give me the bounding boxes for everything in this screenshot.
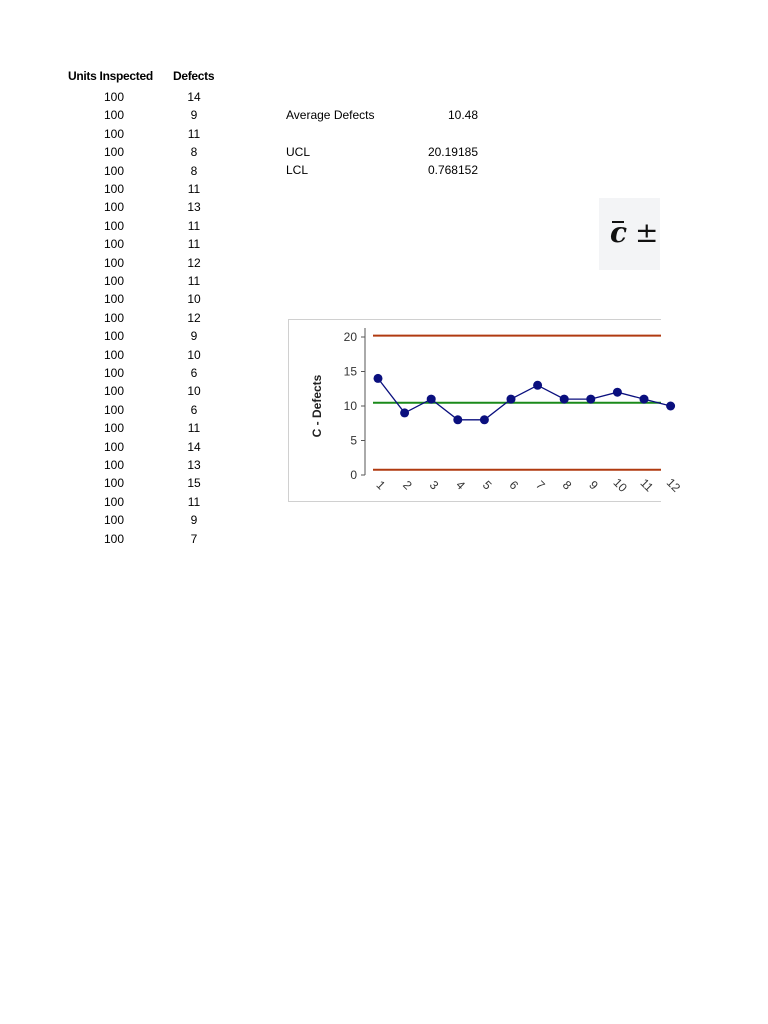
units-cell[interactable]: 100 [103,421,125,436]
units-cell[interactable]: 100 [103,494,125,509]
lcl-value[interactable]: 0.768152 [427,163,478,177]
units-cell[interactable]: 100 [103,513,125,528]
data-point [613,388,622,397]
data-point [453,415,462,424]
defects-cell[interactable]: 15 [187,476,201,491]
defects-series-line [378,378,671,419]
defects-cell[interactable]: 11 [187,126,201,141]
defects-cell[interactable]: 11 [187,182,201,196]
units-cell[interactable]: 100 [103,329,125,344]
y-tick-label: 15 [343,364,357,379]
y-tick-label: 10 [343,399,357,413]
average-defects-value[interactable]: 10.48 [447,108,478,122]
formula-symbol: c [610,216,628,249]
units-cell[interactable]: 100 [103,108,125,123]
c-chart[interactable] [288,319,684,502]
units-cell[interactable]: 100 [103,292,125,307]
units-cell[interactable]: 100 [103,182,125,196]
defects-cell[interactable]: 7 [190,531,198,546]
defects-cell[interactable]: 9 [190,108,198,123]
defects-cell[interactable]: 11 [187,218,201,233]
units-cell[interactable]: 100 [103,402,125,417]
defects-cell[interactable]: 8 [190,163,198,178]
data-point [640,395,649,404]
x-tick-label: 10 [610,475,630,495]
x-tick-label: 11 [637,475,657,495]
units-inspected-header[interactable]: Units Inspected [68,69,153,83]
units-cell[interactable]: 100 [103,274,125,288]
defects-cell[interactable]: 6 [190,402,198,417]
y-tick-label: 20 [343,330,357,344]
defects-cell[interactable]: 13 [187,200,201,215]
units-cell[interactable]: 100 [103,200,125,215]
defects-cell[interactable]: 10 [187,384,201,399]
y-axis-title: C - Defects [310,374,324,438]
x-tick-label: 7 [533,477,548,493]
x-tick-label: 12 [663,475,684,495]
units-cell[interactable]: 100 [103,439,125,454]
units-cell[interactable]: 100 [103,145,125,160]
defects-cell[interactable]: 6 [190,366,198,380]
data-point [400,408,409,417]
data-point [427,395,436,404]
data-point [533,381,542,390]
units-cell[interactable]: 100 [103,366,125,380]
y-tick-label: 0 [350,468,357,482]
defects-header[interactable]: Defects [173,69,215,83]
units-cell[interactable]: 100 [103,126,125,141]
units-cell[interactable]: 100 [103,347,125,362]
units-cell[interactable]: 100 [103,237,125,252]
defects-cell[interactable]: 11 [187,421,201,436]
units-cell[interactable]: 100 [103,458,125,472]
data-point [560,395,569,404]
c-chart-svg [289,320,684,501]
defects-cell[interactable]: 14 [187,90,201,104]
data-point [507,395,516,404]
defects-cell[interactable]: 9 [190,329,198,344]
defects-cell[interactable]: 11 [187,494,201,509]
defects-cell[interactable]: 13 [187,458,201,472]
average-defects-label[interactable]: Average Defects [286,108,375,122]
data-point [374,374,383,383]
formula-operator: ± [635,216,659,249]
defects-cell[interactable]: 14 [187,439,201,454]
ucl-label[interactable]: UCL [286,145,311,159]
x-tick-label: 4 [453,477,468,493]
defects-cell[interactable]: 11 [187,237,201,252]
defects-cell[interactable]: 8 [190,145,198,160]
defects-cell[interactable]: 9 [190,513,198,528]
x-tick-label: 2 [400,477,415,493]
ucl-value[interactable]: 20.19185 [427,145,478,159]
x-tick-label: 8 [559,477,575,493]
defects-cell[interactable]: 12 [187,310,201,325]
defects-cell[interactable]: 11 [187,274,201,288]
formula-image[interactable] [599,198,660,270]
units-cell[interactable]: 100 [103,531,125,546]
units-cell[interactable]: 100 [103,255,125,270]
lcl-label[interactable]: LCL [286,163,309,177]
data-point [480,415,489,424]
x-tick-label: 9 [586,477,601,493]
units-cell[interactable]: 100 [103,90,125,104]
defects-cell[interactable]: 12 [187,255,201,270]
units-cell[interactable]: 100 [103,310,125,325]
defects-cell[interactable]: 10 [187,292,201,307]
x-tick-label: 5 [479,477,495,493]
defects-cell[interactable]: 10 [187,347,201,362]
x-tick-label: 1 [373,477,389,493]
units-cell[interactable]: 100 [103,476,125,491]
units-cell[interactable]: 100 [103,218,125,233]
data-point [666,402,675,411]
x-tick-label: 3 [426,477,442,493]
x-tick-label: 6 [506,477,522,493]
units-cell[interactable]: 100 [103,384,125,399]
data-point [586,395,595,404]
y-tick-label: 5 [350,433,357,448]
units-cell[interactable]: 100 [103,163,125,178]
